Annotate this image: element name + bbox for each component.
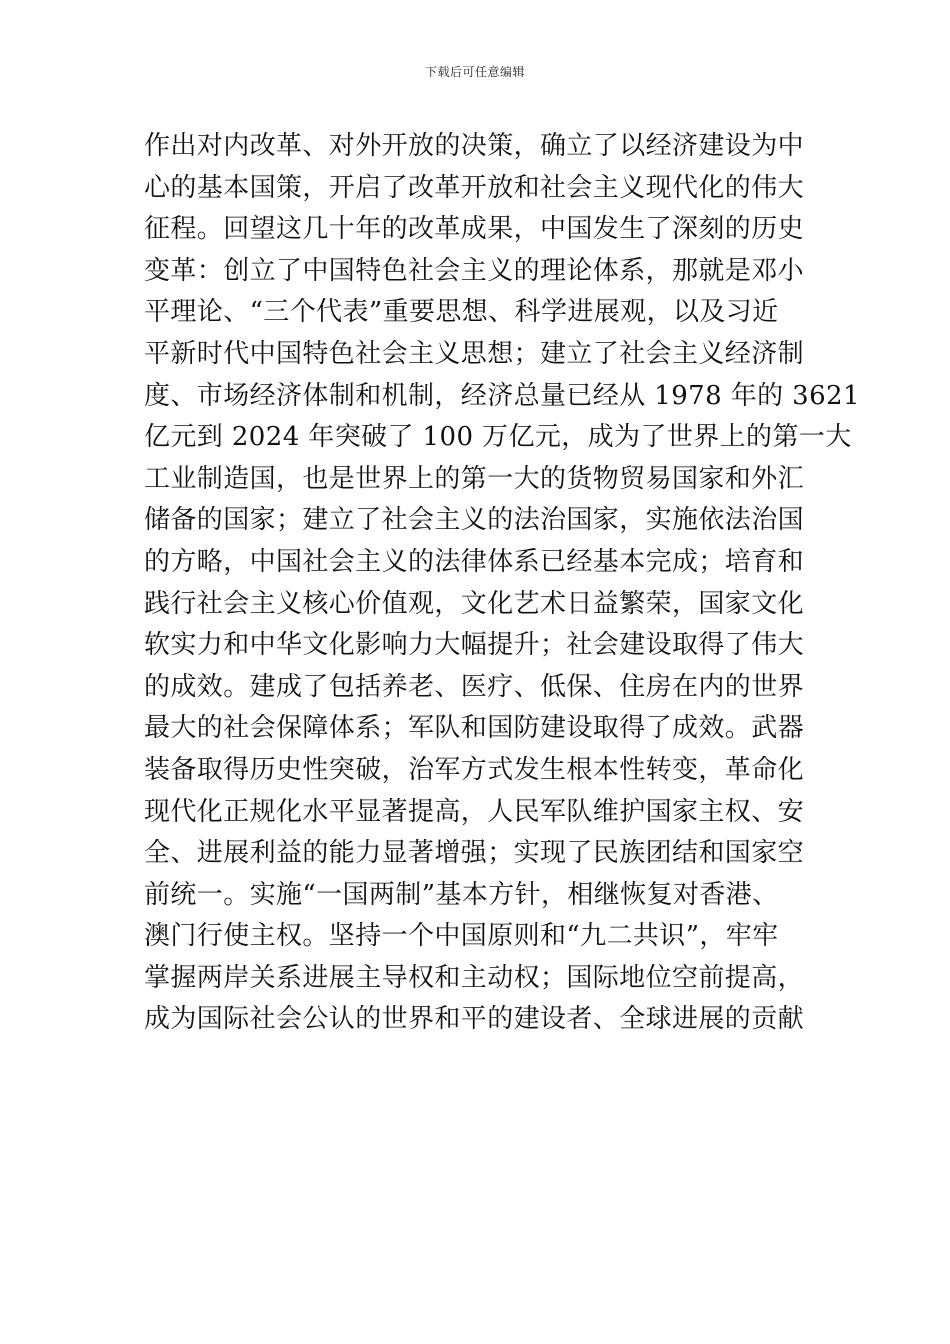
page-header: 下载后可任意编辑	[424, 65, 525, 79]
body-line: 装备取得历史性突破，治军方式发生根本性转变，革命化	[144, 754, 805, 785]
body-line: 最大的社会保障体系；军队和国防建设取得了成效。武器	[144, 713, 805, 744]
body-line: 澳门行使主权。坚持一个中国原则和“九二共识”，牢牢	[144, 921, 779, 952]
body-line: 的成效。建成了包括养老、医疗、低保、住房在内的世界	[144, 671, 805, 702]
document-body	[144, 126, 860, 1041]
body-line: 心的基本国策，开启了改革开放和社会主义现代化的伟大	[144, 172, 805, 203]
body-line: 度、市场经济体制和机制，经济总量已经从 1978 年的 3621	[144, 380, 860, 411]
body-line: 的方略，中国社会主义的法律体系已经基本完成；培育和	[144, 546, 805, 577]
body-line: 软实力和中华文化影响力大幅提升；社会建设取得了伟大	[144, 630, 805, 661]
body-line: 前统一。实施“一国两制”基本方针，相继恢复对香港、	[144, 879, 779, 910]
body-line: 平理论、“三个代表”重要思想、科学进展观，以及习近	[144, 297, 779, 328]
body-line: 平新时代中国特色社会主义思想；建立了社会主义经济制	[144, 338, 805, 369]
body-line: 现代化正规化水平显著提高，人民军队维护国家主权、安	[144, 796, 805, 827]
body-line: 践行社会主义核心价值观，文化艺术日益繁荣，国家文化	[144, 588, 805, 619]
body-line: 亿元到 2024 年突破了 100 万亿元，成为了世界上的第一大	[144, 422, 852, 453]
body-line: 征程。回望这几十年的改革成果，中国发生了深刻的历史	[144, 214, 805, 245]
body-line: 全、进展利益的能力显著增强；实现了民族团结和国家空	[144, 838, 805, 869]
body-line: 成为国际社会公认的世界和平的建设者、全球进展的贡献	[144, 1004, 805, 1035]
body-line: 储备的国家；建立了社会主义的法治国家，实施依法治国	[144, 505, 805, 536]
body-line: 变革：创立了中国特色社会主义的理论体系，那就是邓小	[144, 255, 805, 286]
body-line: 工业制造国，也是世界上的第一大的货物贸易国家和外汇	[144, 463, 805, 494]
body-line: 作出对内改革、对外开放的决策，确立了以经济建设为中	[144, 131, 805, 161]
body-line: 掌握两岸关系进展主导权和主动权；国际地位空前提高，	[144, 962, 805, 993]
